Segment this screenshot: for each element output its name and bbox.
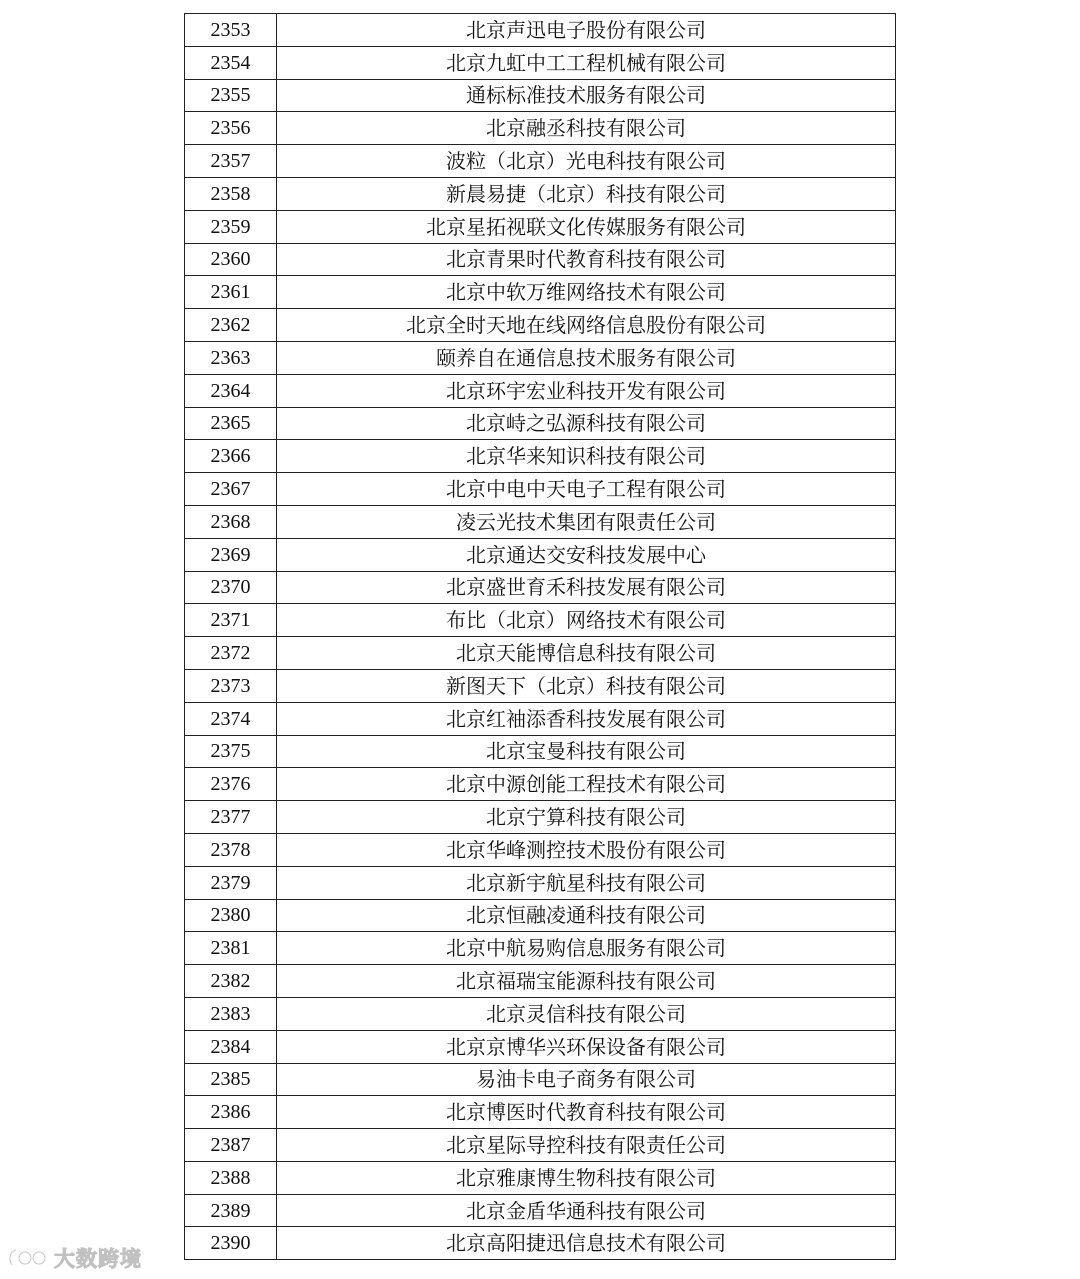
company-name-cell: 北京京博华兴环保设备有限公司	[277, 1030, 896, 1063]
table-row	[185, 341, 896, 374]
table-row	[185, 1194, 896, 1227]
table-row	[185, 965, 896, 998]
row-number-cell: 2376	[185, 768, 277, 801]
table-row	[185, 243, 896, 276]
row-number-cell: 2379	[185, 866, 277, 899]
row-number-cell: 2359	[185, 210, 277, 243]
table-row	[185, 1030, 896, 1063]
table-row	[185, 46, 896, 79]
company-name-cell: 北京全时天地在线网络信息股份有限公司	[277, 309, 896, 342]
row-number-cell: 2362	[185, 309, 277, 342]
row-number-cell: 2382	[185, 965, 277, 998]
table-row	[185, 801, 896, 834]
row-number-cell: 2364	[185, 374, 277, 407]
company-name-cell: 北京宝曼科技有限公司	[277, 735, 896, 768]
table-row	[185, 702, 896, 735]
row-number-cell: 2378	[185, 833, 277, 866]
table-row	[185, 14, 896, 47]
row-number-cell: 2369	[185, 538, 277, 571]
company-name-cell: 北京华来知识科技有限公司	[277, 440, 896, 473]
row-number-cell: 2377	[185, 801, 277, 834]
row-number-cell: 2375	[185, 735, 277, 768]
table-row	[185, 833, 896, 866]
company-name-cell: 凌云光技术集团有限责任公司	[277, 505, 896, 538]
row-number-cell: 2385	[185, 1063, 277, 1096]
row-number-cell: 2390	[185, 1227, 277, 1260]
company-name-cell: 北京红袖添香科技发展有限公司	[277, 702, 896, 735]
company-name-cell: 北京中航易购信息服务有限公司	[277, 932, 896, 965]
row-number-cell: 2360	[185, 243, 277, 276]
row-number-cell: 2374	[185, 702, 277, 735]
table-row	[185, 374, 896, 407]
row-number-cell: 2361	[185, 276, 277, 309]
row-number-cell: 2367	[185, 473, 277, 506]
row-number-cell: 2383	[185, 997, 277, 1030]
company-name-cell: 北京声迅电子股份有限公司	[277, 14, 896, 47]
table-row	[185, 768, 896, 801]
row-number-cell: 2366	[185, 440, 277, 473]
table-row	[185, 1096, 896, 1129]
company-name-cell: 北京中软万维网络技术有限公司	[277, 276, 896, 309]
row-number-cell: 2355	[185, 79, 277, 112]
table-row	[185, 473, 896, 506]
row-number-cell: 2357	[185, 145, 277, 178]
table-row	[185, 505, 896, 538]
row-number-cell: 2370	[185, 571, 277, 604]
company-name-cell: 北京华峰测控技术股份有限公司	[277, 833, 896, 866]
table-row	[185, 407, 896, 440]
company-name-cell: 新晨易捷（北京）科技有限公司	[277, 177, 896, 210]
company-name-cell: 北京中源创能工程技术有限公司	[277, 768, 896, 801]
table-row	[185, 112, 896, 145]
row-number-cell: 2373	[185, 669, 277, 702]
company-name-cell: 新图天下（北京）科技有限公司	[277, 669, 896, 702]
table-row	[185, 669, 896, 702]
table-row	[185, 79, 896, 112]
company-name-cell: 北京通达交安科技发展中心	[277, 538, 896, 571]
table-row	[185, 309, 896, 342]
row-number-cell: 2389	[185, 1194, 277, 1227]
company-name-cell: 北京星拓视联文化传媒服务有限公司	[277, 210, 896, 243]
table-row	[185, 997, 896, 1030]
company-name-cell: 通标标准技术服务有限公司	[277, 79, 896, 112]
table-row	[185, 1129, 896, 1162]
company-name-cell: 北京恒融凌通科技有限公司	[277, 899, 896, 932]
row-number-cell: 2368	[185, 505, 277, 538]
company-name-cell: 北京宁算科技有限公司	[277, 801, 896, 834]
company-name-cell: 布比（北京）网络技术有限公司	[277, 604, 896, 637]
company-name-cell: 波粒（北京）光电科技有限公司	[277, 145, 896, 178]
company-name-cell: 北京博医时代教育科技有限公司	[277, 1096, 896, 1129]
table-row	[185, 145, 896, 178]
watermark	[6, 1243, 142, 1273]
row-number-cell: 2387	[185, 1129, 277, 1162]
company-name-cell: 北京中电中天电子工程有限公司	[277, 473, 896, 506]
company-list-table	[184, 13, 896, 1260]
company-name-cell: 北京环宇宏业科技开发有限公司	[277, 374, 896, 407]
company-name-cell: 颐养自在通信息技术服务有限公司	[277, 341, 896, 374]
row-number-cell: 2365	[185, 407, 277, 440]
company-name-cell: 北京九虹中工工程机械有限公司	[277, 46, 896, 79]
company-name-cell: 北京盛世育禾科技发展有限公司	[277, 571, 896, 604]
company-name-cell: 北京星际导控科技有限责任公司	[277, 1129, 896, 1162]
company-name-cell: 北京青果时代教育科技有限公司	[277, 243, 896, 276]
company-name-cell: 北京灵信科技有限公司	[277, 997, 896, 1030]
row-number-cell: 2358	[185, 177, 277, 210]
row-number-cell: 2371	[185, 604, 277, 637]
row-number-cell: 2386	[185, 1096, 277, 1129]
watermark-text: 大数跨境	[54, 1247, 142, 1271]
company-name-cell: 北京新宇航星科技有限公司	[277, 866, 896, 899]
row-number-cell: 2356	[185, 112, 277, 145]
table-row	[185, 571, 896, 604]
row-number-cell: 2354	[185, 46, 277, 79]
table-row	[185, 440, 896, 473]
table-row	[185, 177, 896, 210]
table-body	[185, 14, 896, 1260]
row-number-cell: 2381	[185, 932, 277, 965]
company-name-cell: 北京天能博信息科技有限公司	[277, 637, 896, 670]
table-row	[185, 866, 896, 899]
watermark-logo-icon	[6, 1245, 50, 1271]
row-number-cell: 2372	[185, 637, 277, 670]
table-row	[185, 932, 896, 965]
table-row	[185, 735, 896, 768]
table-row	[185, 1063, 896, 1096]
table-row	[185, 637, 896, 670]
company-name-cell: 北京融丞科技有限公司	[277, 112, 896, 145]
table-row	[185, 276, 896, 309]
row-number-cell: 2384	[185, 1030, 277, 1063]
table-row	[185, 1227, 896, 1260]
row-number-cell: 2363	[185, 341, 277, 374]
table-row	[185, 604, 896, 637]
row-number-cell: 2380	[185, 899, 277, 932]
table-row	[185, 1161, 896, 1194]
company-name-cell: 北京雅康博生物科技有限公司	[277, 1161, 896, 1194]
table-row	[185, 210, 896, 243]
table-row	[185, 899, 896, 932]
company-name-cell: 北京高阳捷迅信息技术有限公司	[277, 1227, 896, 1260]
company-name-cell: 北京福瑞宝能源科技有限公司	[277, 965, 896, 998]
table-row	[185, 538, 896, 571]
company-name-cell: 易油卡电子商务有限公司	[277, 1063, 896, 1096]
row-number-cell: 2353	[185, 14, 277, 47]
company-name-cell: 北京峙之弘源科技有限公司	[277, 407, 896, 440]
company-name-cell: 北京金盾华通科技有限公司	[277, 1194, 896, 1227]
row-number-cell: 2388	[185, 1161, 277, 1194]
